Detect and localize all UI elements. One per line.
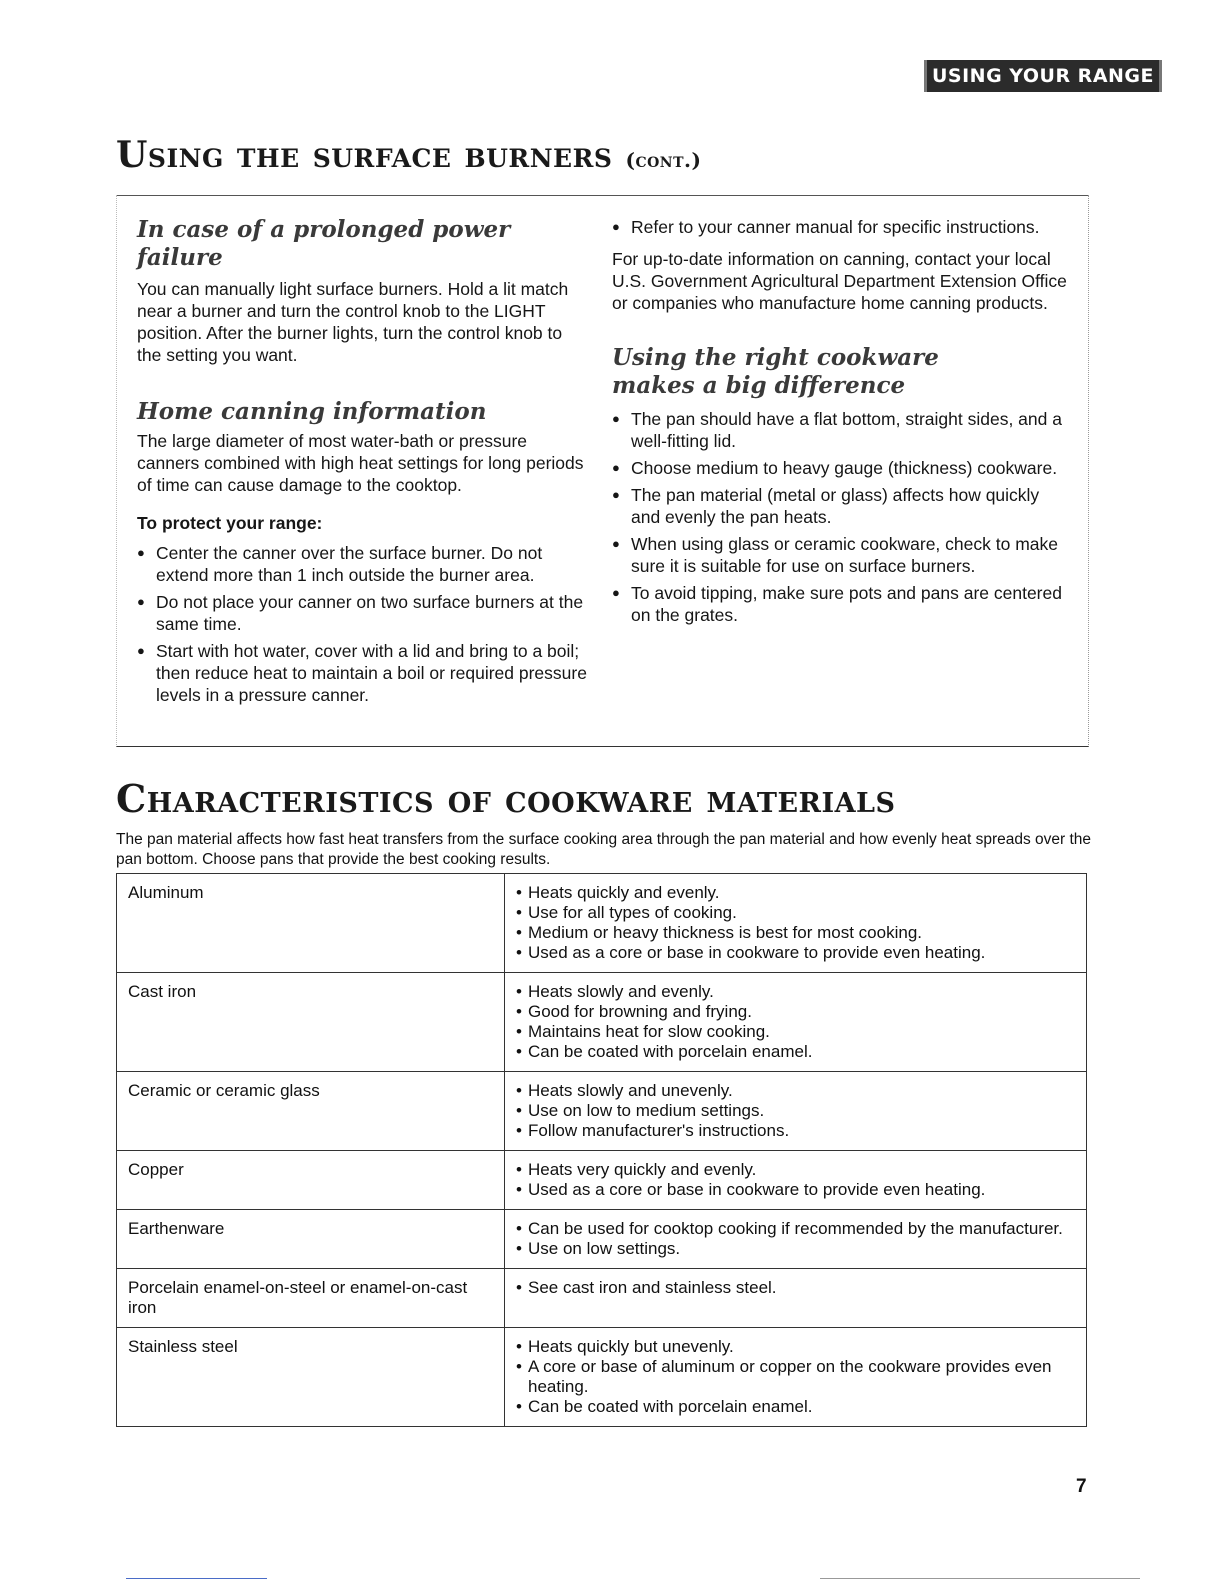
material-name: Cast iron [117,973,505,1072]
right-column [612,216,1072,631]
canning-info-paragraph: For up-to-date information on canning, contact your local U.S. Government Agricultural Department Extension Office or companies who manufacture home canning products. [612,249,1067,313]
table-row [117,1269,1087,1328]
table-row [117,1328,1087,1427]
list-item: ● The pan should have a flat bottom, straight sides, and a well-fitting lid. [612,408,1072,452]
cookware-bullet-list [612,408,1072,626]
property-item: • Heats very quickly and evenly. [516,1160,1075,1180]
canning-bullet-list [137,542,587,706]
table-row [117,1072,1087,1151]
material-properties [505,1072,1087,1151]
left-column [137,216,587,711]
material-name: Copper [117,1151,505,1210]
footer-link-line [126,1578,267,1579]
list-item: ● Refer to your canner manual for specific instructions. [612,216,1072,238]
protect-range-label: To protect your range: [137,513,323,533]
cookware-heading: Using the right cookware makes a big difference [612,344,939,399]
property-item: • Use on low settings. [516,1239,1075,1259]
home-canning-heading: Home canning information [137,398,487,425]
page-title [116,134,701,176]
list-item: ● Center the canner over the surface burner. Do not extend more than 1 inch outside the burner area. [137,542,587,586]
materials-intro: The pan material affects how fast heat transfers from the surface cooking area through the pan material and how evenly heat spreads over the pan bottom. Choose pans that provide the best cooking results. [116,831,1092,868]
section-banner: USING YOUR RANGE [924,60,1162,92]
material-name: Stainless steel [117,1328,505,1427]
material-properties [505,973,1087,1072]
property-item: • A core or base of aluminum or copper on the cookware provides even heating. [516,1357,1075,1397]
property-item: • Heats slowly and unevenly. [516,1081,1075,1101]
property-item: • Use on low to medium settings. [516,1101,1075,1121]
table-row [117,1151,1087,1210]
material-properties [505,874,1087,973]
material-properties [505,1151,1087,1210]
materials-title: Characteristics of cookware materials [116,776,896,821]
property-item: • Heats quickly but unevenly. [516,1337,1075,1357]
footer-rule [820,1578,1140,1579]
material-name: Porcelain enamel-on-steel or enamel-on-cast iron [117,1269,505,1328]
list-item: ● The pan material (metal or glass) affects how quickly and evenly the pan heats. [612,484,1072,528]
property-item: • Can be coated with porcelain enamel. [516,1042,1075,1062]
cookware-materials-table [116,873,1087,1427]
list-item: ● When using glass or ceramic cookware, check to make sure it is suitable for use on surface burners. [612,533,1072,577]
table-row [117,973,1087,1072]
power-failure-heading: In case of a prolonged power failure [137,216,511,271]
page-title-text: Using the surface burners [116,134,613,176]
material-name: Ceramic or ceramic glass [117,1072,505,1151]
property-item: • Good for browning and frying. [516,1002,1075,1022]
material-properties [505,1269,1087,1328]
list-item: ● To avoid tipping, make sure pots and pans are centered on the grates. [612,582,1072,626]
list-item: ● Do not place your canner on two surface burners at the same time. [137,591,587,635]
property-item: • Medium or heavy thickness is best for most cooking. [516,923,1075,943]
property-item: • Follow manufacturer's instructions. [516,1121,1075,1141]
list-item: ● Choose medium to heavy gauge (thickness) cookware. [612,457,1072,479]
material-name: Earthenware [117,1210,505,1269]
property-item: • Heats quickly and evenly. [516,883,1075,903]
canner-manual-list [612,216,1072,238]
table-row [117,1210,1087,1269]
power-failure-body: You can manually light surface burners. Hold a lit match near a burner and turn the control knob to the LIGHT position. After the burner lights, turn the control knob to the setting you want. [137,279,569,365]
material-name: Aluminum [117,874,505,973]
home-canning-body: The large diameter of most water-bath or pressure canners combined with high heat settings for long periods of time can cause damage to the cooktop. [137,431,584,495]
table-row [117,874,1087,973]
property-item: • Can be used for cooktop cooking if recommended by the manufacturer. [516,1219,1075,1239]
property-item: • Used as a core or base in cookware to provide even heating. [516,943,1075,963]
property-item: • Used as a core or base in cookware to provide even heating. [516,1180,1075,1200]
property-item: • Can be coated with porcelain enamel. [516,1397,1075,1417]
material-properties [505,1328,1087,1427]
list-item: ● Start with hot water, cover with a lid and bring to a boil; then reduce heat to maintain a boil or required pressure levels in a pressure canner. [137,640,587,706]
property-item: • Maintains heat for slow cooking. [516,1022,1075,1042]
property-item: • Use for all types of cooking. [516,903,1075,923]
property-item: • Heats slowly and evenly. [516,982,1075,1002]
page-number: 7 [1076,1476,1087,1497]
material-properties [505,1210,1087,1269]
property-item: • See cast iron and stainless steel. [516,1278,1075,1298]
page-title-suffix: (cont.) [625,148,702,172]
